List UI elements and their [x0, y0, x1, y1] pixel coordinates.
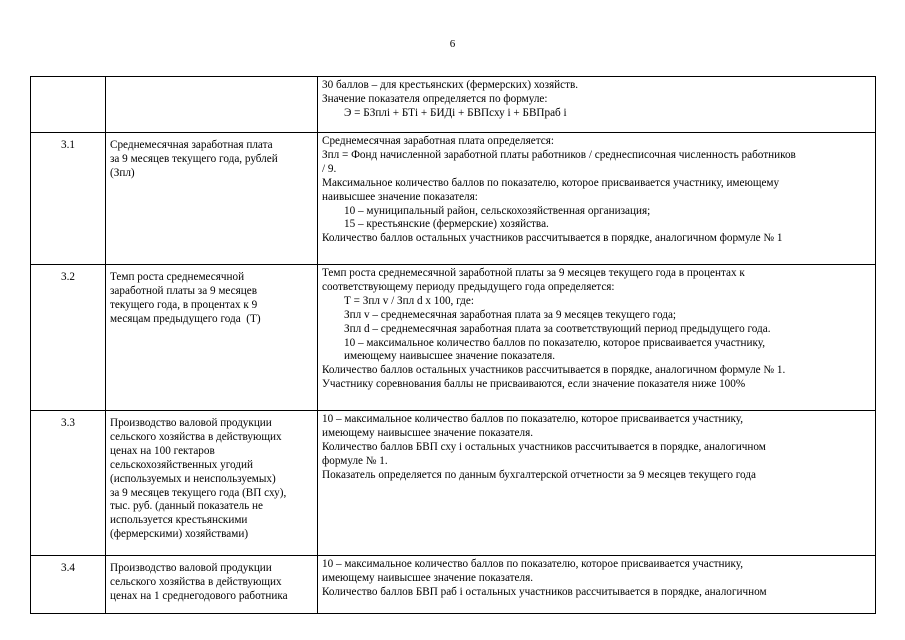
indicator-name-line: тыс. руб. (данный показатель не: [110, 500, 263, 513]
table-row: [31, 411, 876, 556]
description-line: Зпл d – среднемесячная заработная плата за соответствующий период предыдущего года.: [344, 322, 771, 335]
description-line: Зпл = Фонд начисленной заработной платы работников / среднесписочная численность работников: [322, 148, 796, 161]
description-line: 10 – максимальное количество баллов по показателю, которое присваивается участнику,: [344, 336, 766, 349]
indicator-name-line: заработной платы за 9 месяцев: [110, 284, 258, 297]
description-line: наивысшее значение показателя:: [322, 190, 478, 203]
description-line: Количество баллов БВП сху i остальных участников рассчитывается в порядке, аналогичном: [322, 440, 766, 453]
indicator-name-line: текущего года, в процентах к 9: [110, 298, 258, 311]
table-row: [31, 133, 876, 265]
description-line: Среднемесячная заработная плата определяется:: [322, 135, 554, 147]
table-row: [31, 265, 876, 411]
description-line: формуле № 1.: [322, 454, 388, 467]
page-number: 6: [449, 38, 456, 50]
indicator-name-line: месяцам предыдущего года (Т): [110, 312, 261, 325]
criteria-table: [30, 76, 876, 614]
indicator-description-cell: [318, 77, 876, 133]
table-row: [31, 556, 876, 614]
indicator-name-line: используется крестьянскими: [110, 514, 248, 527]
description-line: Т = Зпл v / Зпл d х 100, где:: [344, 294, 474, 307]
description-line: Зпл v – среднемесячная заработная плата за 9 месяцев текущего года;: [344, 308, 677, 321]
indicator-name-line: Производство валовой продукции: [110, 417, 272, 429]
indicator-name-line: за 9 месяцев текущего года (ВП сху),: [110, 486, 287, 499]
description-line: / 9.: [322, 162, 337, 175]
description-line: имеющему наивысшее значение показателя.: [322, 571, 534, 584]
description-line: соответствующему периоду предыдущего года определяется:: [322, 280, 615, 293]
description-line: 15 – крестьянские (фермерские) хозяйства.: [344, 218, 549, 231]
description-line: имеющему наивысшее значение показателя.: [322, 426, 534, 439]
description-line: 10 – максимальное количество баллов по показателю, которое присваивается участнику,: [322, 413, 744, 425]
indicator-name-line: Производство валовой продукции: [110, 562, 272, 574]
description-line: имеющему наивысшее значение показателя.: [344, 350, 556, 363]
description-line: Э = БЗплi + БТi + БИДi + БВПсху i + БВПраб i: [344, 106, 567, 119]
indicator-description-cell: [318, 411, 876, 556]
row-number-cell: 3.1: [31, 133, 106, 265]
indicator-description-cell: [318, 133, 876, 265]
indicator-description-cell: [318, 265, 876, 411]
row-number-cell: 3.2: [31, 265, 106, 411]
description-line: Значение показателя определяется по формуле:: [322, 92, 548, 105]
indicator-name-line: (Зпл): [110, 166, 135, 179]
indicator-name-line: сельского хозяйства в действующих: [110, 575, 282, 588]
indicator-name-cell: [106, 133, 318, 265]
description-line: Темп роста среднемесячной заработной платы за 9 месяцев текущего года в процентах к: [322, 267, 745, 279]
description-line: 30 баллов – для крестьянских (фермерских) хозяйств.: [322, 79, 579, 91]
description-line: Максимальное количество баллов по показателю, которое присваивается участнику, имеющему: [322, 176, 780, 189]
description-line: 10 – максимальное количество баллов по показателю, которое присваивается участнику,: [322, 558, 744, 570]
description-line: Показатель определяется по данным бухгалтерской отчетности за 9 месяцев текущего года: [322, 468, 756, 481]
indicator-name-line: ценах на 1 среднегодового работника: [110, 589, 288, 602]
indicator-name-cell: [106, 265, 318, 411]
indicator-name-cell: [106, 556, 318, 614]
description-line: Участнику соревнования баллы не присваиваются, если значение показателя ниже 100%: [322, 378, 746, 391]
indicator-name-line: (используемых и неиспользуемых): [110, 472, 276, 485]
indicator-name-line: Темп роста среднемесячной: [110, 271, 245, 283]
indicator-name-line: сельскохозяйственных угодий: [110, 458, 253, 471]
table-row: [31, 77, 876, 133]
indicator-description-cell: [318, 556, 876, 614]
description-line: Количество баллов остальных участников рассчитывается в порядке, аналогичном формуле № 1.: [322, 364, 786, 377]
indicator-name-cell: [106, 77, 318, 133]
indicator-name-line: (фермерскими) хозяйствами): [110, 528, 249, 541]
indicator-name-line: за 9 месяцев текущего года, рублей: [110, 152, 278, 165]
indicator-name-line: сельского хозяйства в действующих: [110, 430, 282, 443]
description-line: Количество баллов остальных участников рассчитывается в порядке, аналогичном формуле № 1: [322, 232, 783, 245]
description-line: 10 – муниципальный район, сельскохозяйственная организация;: [344, 204, 651, 217]
indicator-name-line: Среднемесячная заработная плата: [110, 139, 273, 151]
row-number-cell: [31, 77, 106, 133]
indicator-name-cell: [106, 411, 318, 556]
row-number-cell: 3.3: [31, 411, 106, 556]
row-number-cell: 3.4: [31, 556, 106, 614]
indicator-name-line: ценах на 100 гектаров: [110, 444, 215, 457]
description-line: Количество баллов БВП раб i остальных участников рассчитывается в порядке, аналогичном: [322, 585, 767, 598]
